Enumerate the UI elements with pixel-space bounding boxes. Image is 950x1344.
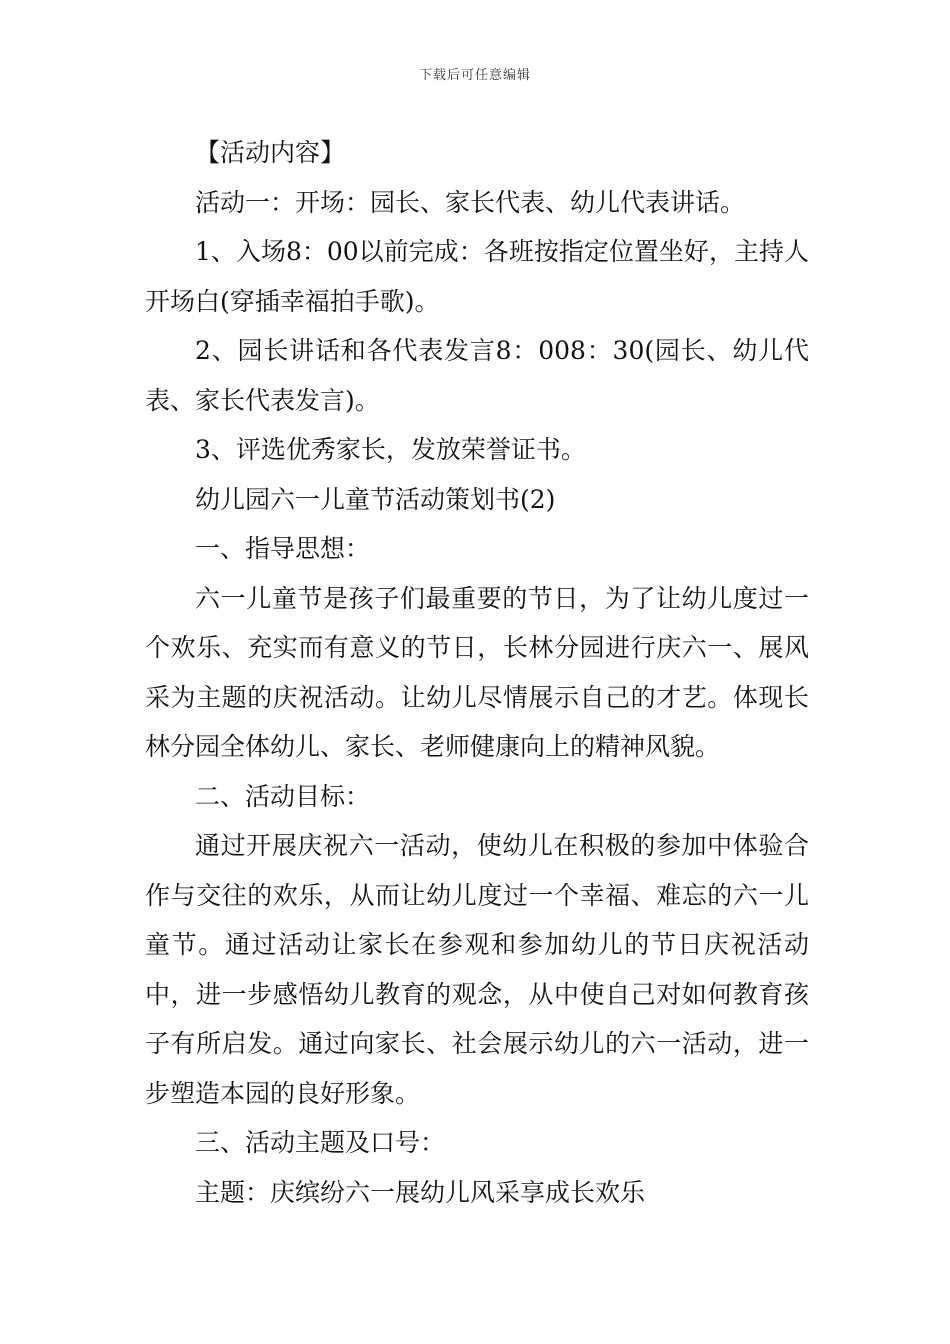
paragraph-activity-goals: 通过开展庆祝六一活动，使幼儿在积极的参加中体验合作与交往的欢乐，从而让幼儿度过一个幸福、难忘的六一儿童节。通过活动让家长在参观和参加幼儿的节日庆祝活动中，进一步感悟幼儿教育的观念，从中使自己对如何教育孩子有所启发。通过向家长、社会展示幼儿的六一活动，进一步塑造本园的良好形象。 — [145, 831, 809, 1108]
document-subtitle: 幼儿园六一儿童节活动策划书(2) — [195, 484, 556, 514]
paragraph-item-3: 3、评选优秀家长，发放荣誉证书。 — [195, 435, 586, 464]
paragraph-item-1: 1、入场8：00以前完成：各班按指定位置坐好，主持人开场白(穿插幸福拍手歌)。 — [145, 237, 809, 316]
paragraph-activity-one: 活动一：开场：园长、家长代表、幼儿代表讲话。 — [195, 187, 746, 217]
page-header-note: 下载后可任意编辑 — [418, 68, 531, 83]
section-heading-theme-slogan: 三、活动主题及口号： — [195, 1128, 446, 1157]
section-heading-guiding-idea: 一、指导思想： — [195, 534, 371, 563]
paragraph-item-2: 2、园长讲话和各代表发言8：008：30(园长、幼儿代表、家长代表发言)。 — [145, 336, 809, 415]
section-heading-activity-content: 【活动内容】 — [195, 138, 346, 167]
section-heading-activity-goals: 二、活动目标： — [195, 781, 371, 811]
paragraph-guiding-idea: 六一儿童节是孩子们最重要的节日，为了让幼儿度过一个欢乐、充实而有意义的节日，长林分园进行庆六一、展风采为主题的庆祝活动。让幼儿尽情展示自己的才艺。体现长林分园全体幼儿、家长、老师健康向上的精神风貌。 — [145, 583, 809, 761]
paragraph-theme: 主题：庆缤纷六一展幼儿风采享成长欢乐 — [195, 1177, 646, 1207]
document-body — [145, 128, 809, 1217]
